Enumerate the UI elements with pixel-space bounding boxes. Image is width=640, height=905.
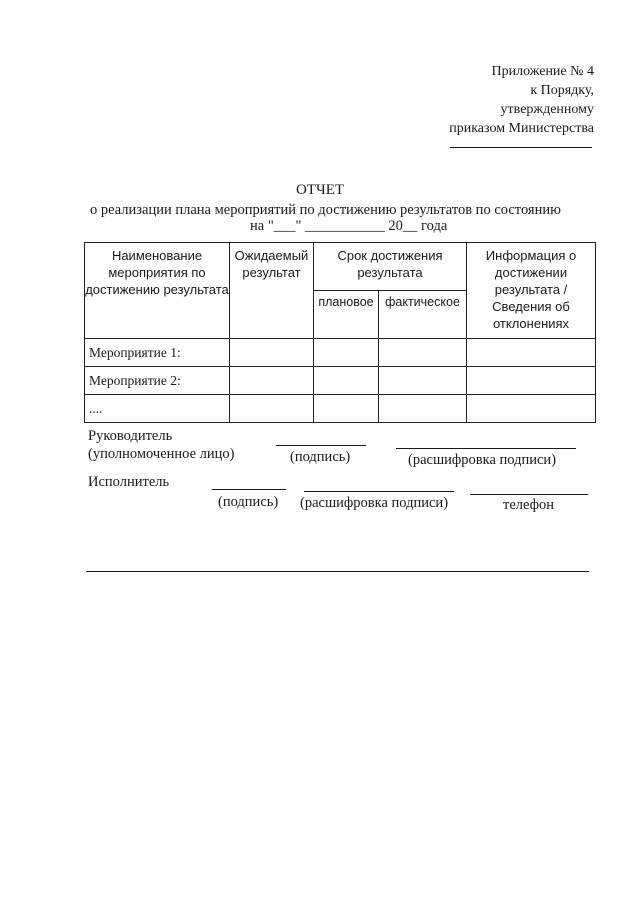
table-cell[interactable] — [467, 367, 596, 395]
row-label: Мероприятие 1: — [85, 339, 230, 367]
exec-signature-caption: (подпись) — [218, 494, 279, 510]
table-cell[interactable] — [467, 339, 596, 367]
head-label: Руководитель — [88, 428, 173, 444]
head-decoding-caption: (расшифровка подписи) — [408, 452, 557, 468]
exec-signature-blank[interactable] — [212, 489, 286, 490]
head-signature-caption: (подпись) — [290, 449, 351, 465]
exec-decoding-blank[interactable] — [304, 491, 454, 492]
header-info: Информация о достижении результата / Сведения об отклонениях — [467, 243, 596, 339]
appendix-block — [449, 62, 594, 138]
exec-phone-blank[interactable] — [470, 494, 588, 495]
table-row — [85, 339, 596, 367]
head-signature-blank[interactable] — [276, 445, 366, 446]
head-decoding-blank[interactable] — [396, 448, 576, 449]
header-actual: фактическое — [379, 291, 467, 339]
row-label: Мероприятие 2: — [85, 367, 230, 395]
header-deadline: Срок достижения результата — [314, 243, 467, 291]
appendix-line: к Порядку, — [530, 83, 594, 98]
header-name: Наименование мероприятия по достижению результата — [85, 243, 230, 339]
table-cell[interactable] — [314, 339, 379, 367]
report-subtitle: о реализации плана мероприятий по достижению результатов по состоянию — [90, 202, 561, 218]
exec-decoding-caption: (расшифровка подписи) — [300, 495, 449, 511]
row-label: .... — [85, 395, 230, 423]
exec-phone-caption: телефон — [503, 497, 555, 513]
table-cell[interactable] — [379, 339, 467, 367]
appendix-line: утвержденному — [500, 102, 594, 117]
header-planned: плановое — [314, 291, 379, 339]
bottom-rule — [86, 571, 589, 572]
table-row — [85, 395, 596, 423]
table-cell[interactable] — [314, 367, 379, 395]
executor-label: Исполнитель — [88, 474, 170, 490]
head-sublabel: (уполномоченное лицо) — [88, 446, 235, 462]
appendix-line: приказом Министерства — [449, 121, 594, 136]
table-cell[interactable] — [314, 395, 379, 423]
report-title: ОТЧЕТ — [295, 182, 345, 198]
table-cell[interactable] — [379, 367, 467, 395]
table-cell[interactable] — [467, 395, 596, 423]
table-cell[interactable] — [379, 395, 467, 423]
appendix-line: Приложение № 4 — [491, 64, 594, 79]
report-table — [84, 242, 596, 423]
report-date-line: на "___" ___________ 20__ года — [250, 218, 448, 234]
table-cell[interactable] — [230, 367, 314, 395]
header-expected: Ожидаемый результат — [230, 243, 314, 339]
appendix-order-blank — [450, 147, 592, 148]
table-cell[interactable] — [230, 395, 314, 423]
table-cell[interactable] — [230, 339, 314, 367]
table-row — [85, 367, 596, 395]
